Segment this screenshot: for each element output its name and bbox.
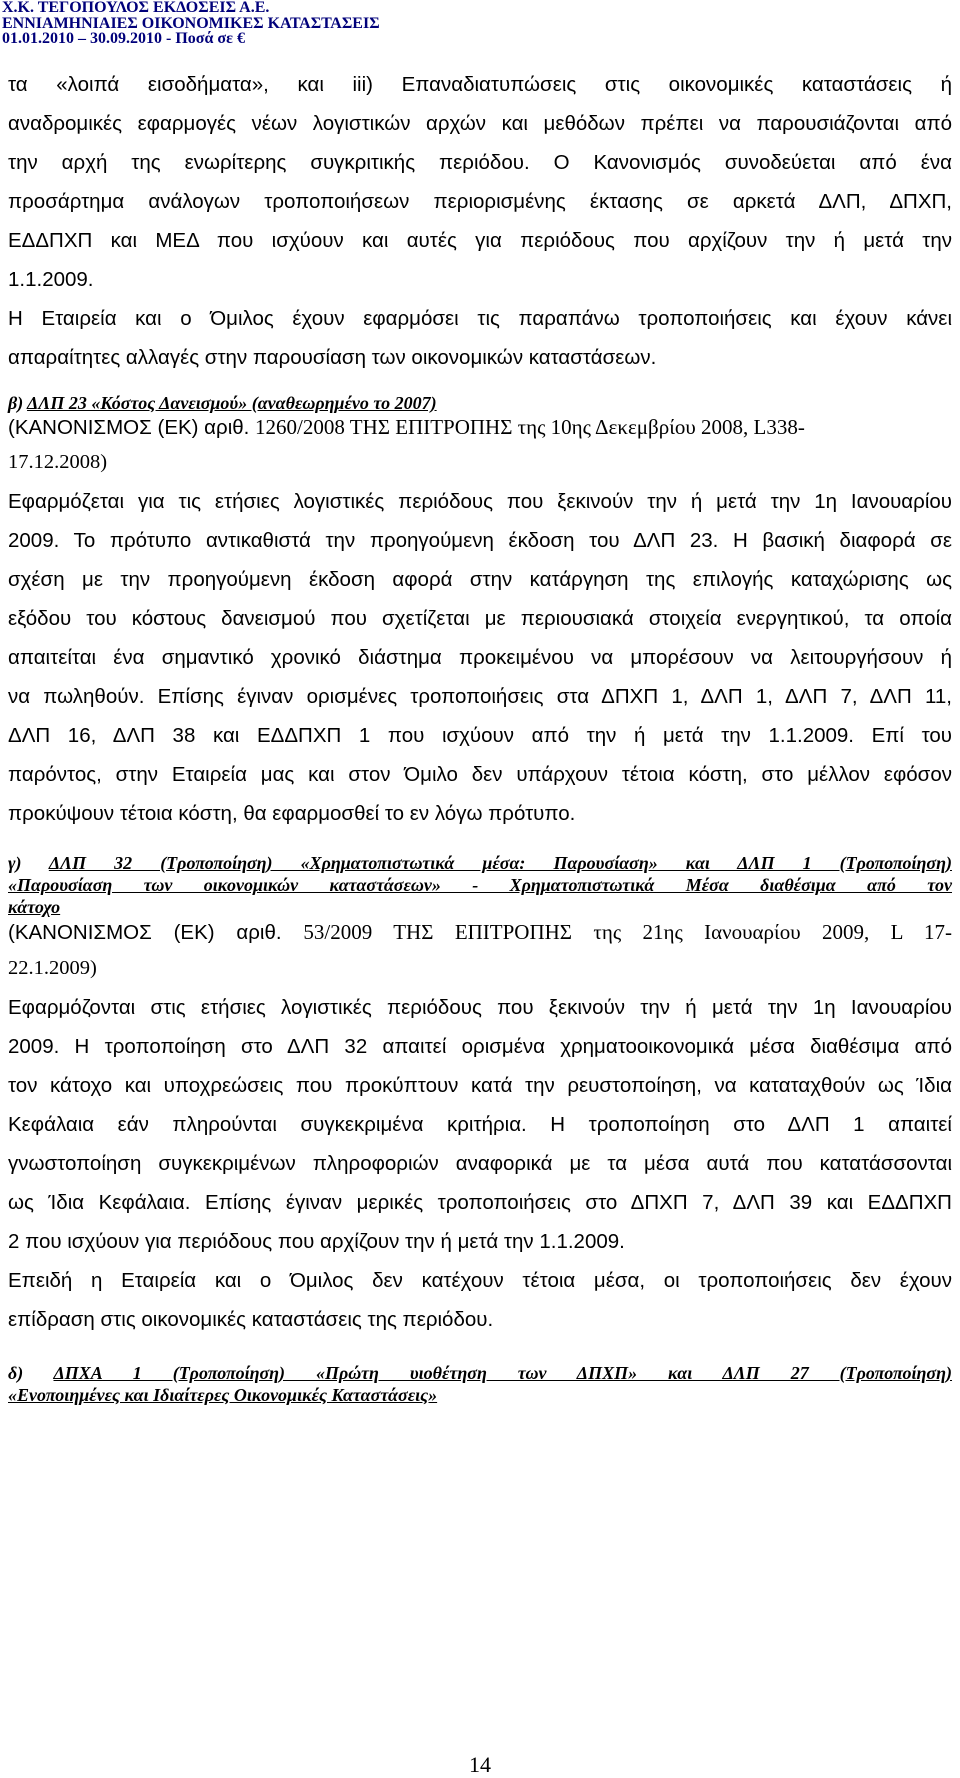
paragraph-line: την αρχή της ενωρίτερης συγκριτικής περιόδου. Ο Κανονισμός συνοδεύεται από ένα <box>8 151 952 174</box>
section-b-prefix: β) <box>8 393 28 413</box>
regulation-ref: 53/2009 ΤΗΣ ΕΠΙΤΡΟΠΗΣ της 21ης Ιανουαρίου 2009, L 17- <box>303 920 952 944</box>
paragraph-line: Κεφάλαια εάν πληρούνται συγκεκριμένα κριτήρια. Η τροποποίηση στο ΔΛΠ 1 απαιτεί <box>8 1113 952 1136</box>
page-number: 14 <box>469 1752 491 1777</box>
paragraph-line: 2009. Το πρότυπο αντικαθιστά την προηγούμενη έκδοση του ΔΛΠ 23. Η βασική διαφορά σε <box>8 529 952 552</box>
section-c-title-line3: κάτοχο <box>8 897 61 917</box>
paragraph-line: προκύψουν τέτοια κόστη, θα εφαρμοσθεί το εν λόγω πρότυπο. <box>8 802 576 825</box>
paragraph-line: ΔΛΠ 16, ΔΛΠ 38 και ΕΔΔΠΧΠ 1 που ισχύουν από την ή μετά την 1.1.2009. Επί του <box>8 724 952 747</box>
paragraph-line: αναδρομικές εφαρμογές νέων λογιστικών αρχών και μεθόδων πρέπει να παρουσιάζονται από <box>8 112 952 135</box>
section-d-heading-line2 <box>8 1384 952 1406</box>
paragraph-line: τον κάτοχο και υποχρεώσεις που προκύπτουν κατά την ρευστοποίηση, να καταταχθούν ως Ίδια <box>8 1074 952 1097</box>
regulation-ref: 1260/2008 ΤΗΣ ΕΠΙΤΡΟΠΗΣ της 10ης Δεκεμβρίου 2008, L338- <box>255 415 805 439</box>
paragraph-line: Εφαρμόζονται στις ετήσιες λογιστικές περιόδους που ξεκινούν την ή μετά την 1η Ιανουαρίου <box>8 996 952 1019</box>
regulation-label: (ΚΑΝΟΝΙΣΜΟΣ (ΕΚ) αριθ. <box>8 416 256 439</box>
paragraph-line: 2 που ισχύουν για περιόδους που αρχίζουν την ή μετά την 1.1.2009. <box>8 1230 625 1253</box>
paragraph-line: ως Ίδια Κεφάλαια. Επίσης έγιναν μερικές τροποποιήσεις στο ΔΠΧΠ 7, ΔΛΠ 39 και ΕΔΔΠΧΠ <box>8 1191 952 1214</box>
section-c-regulation-date: 22.1.2009) <box>8 957 97 979</box>
paragraph-line: Η Εταιρεία και ο Όμιλος έχουν εφαρμόσει τις παραπάνω τροποποιήσεις και έχουν κάνει <box>8 307 952 330</box>
paragraph-line: 1.1.2009. <box>8 268 94 291</box>
paragraph-line: Επειδή η Εταιρεία και ο Όμιλος δεν κατέχουν τέτοια μέσα, οι τροποποιήσεις δεν έχουν <box>8 1269 952 1292</box>
section-b-title: ΔΛΠ 23 «Κόστος Δανεισμού» (αναθεωρημένο το 2007) <box>27 393 437 413</box>
section-d-heading <box>8 1362 952 1384</box>
paragraph-line: απαραίτητες αλλαγές στην παρουσίαση των οικονομικών καταστάσεων. <box>8 346 657 369</box>
report-title: ΕΝΝΙΑΜΗΝΙΑΙΕΣ ΟΙΚΟΝΟΜΙΚΕΣ ΚΑΤΑΣΤΑΣΕΙΣ <box>2 14 380 32</box>
paragraph-line: εξόδου του κόστους δανεισμού που σχετίζεται με περιουσιακά στοιχεία ενεργητικού, τα οποία <box>8 607 952 630</box>
section-d-prefix: δ) <box>8 1363 54 1383</box>
paragraph-line: προσάρτημα ανάλογων τροποποιήσεων περιορισμένης έκτασης σε αρκετά ΔΛΠ, ΔΠΧΠ, <box>8 190 952 213</box>
paragraph-line: Εφαρμόζεται για τις ετήσιες λογιστικές περιόδους που ξεκινούν την ή μετά την 1η Ιανουαρίου <box>8 490 952 513</box>
document-header <box>2 0 380 47</box>
paragraph-line: τα «λοιπά εισοδήματα», και iii) Επαναδιατυπώσεις στις οικονομικές καταστάσεις ή <box>8 73 952 96</box>
section-c-heading-line3 <box>8 896 952 918</box>
paragraph-line: ΕΔΔΠΧΠ και ΜΕΔ που ισχύουν και αυτές για περιόδους που αρχίζουν την ή μετά την <box>8 229 952 252</box>
paragraph-line: γνωστοποίηση συγκεκριμένων πληροφοριών αναφορικά με τα μέσα αυτά που κατατάσσονται <box>8 1152 952 1175</box>
section-b-regulation-date: 17.12.2008) <box>8 451 108 473</box>
section-c-heading-line2 <box>8 874 952 896</box>
paragraph-line: απαιτείται ένα σημαντικό χρονικό διάστημα προκειμένου να μπορέσουν να λειτουργήσουν ή <box>8 646 952 669</box>
paragraph-line: να πωληθούν. Επίσης έγιναν ορισμένες τροποποιήσεις στα ΔΠΧΠ 1, ΔΛΠ 1, ΔΛΠ 7, ΔΛΠ 11, <box>8 685 952 708</box>
regulation-label: (ΚΑΝΟΝΙΣΜΟΣ (ΕΚ) αριθ. <box>8 921 304 944</box>
company-name: Χ.Κ. ΤΕΓΟΠΟΥΛΟΣ ΕΚΔΟΣΕΙΣ Α.Ε. <box>2 0 270 16</box>
paragraph-line: σχέση με την προηγούμενη έκδοση αφορά στην κατάργηση της επιλογής καταχώρισης ως <box>8 568 952 591</box>
paragraph-line: επίδραση στις οικονομικές καταστάσεις της περιόδου. <box>8 1308 494 1331</box>
section-d-title-line1: ΔΠΧΑ 1 (Τροποποίηση) «Πρώτη υιοθέτηση των ΔΠΧΠ» και ΔΛΠ 27 (Τροποποίηση) <box>53 1363 953 1383</box>
section-b-heading <box>8 392 952 414</box>
section-c-heading <box>8 852 952 874</box>
paragraph-line: 2009. Η τροποποίηση στο ΔΛΠ 32 απαιτεί ορισμένα χρηματοοικονομικά μέσα διαθέσιμα από <box>8 1035 952 1058</box>
section-d-title-line2: «Ενοποιημένες και Ιδιαίτερες Οικονομικές Καταστάσεις» <box>8 1385 438 1405</box>
paragraph-line: παρόντος, στην Εταιρεία μας και στον Όμιλο δεν υπάρχουν τέτοια κόστη, στο μέλλον εφόσον <box>8 763 952 786</box>
section-c-title-line2: «Παρουσίαση των οικονομικών καταστάσεων» - Χρηματοπιστωτικά Μέσα διαθέσιμα από τον <box>8 875 952 895</box>
report-period: 01.01.2010 – 30.09.2010 - Ποσά σε € <box>2 30 245 47</box>
section-c-regulation <box>8 919 952 946</box>
section-b-regulation <box>8 414 952 441</box>
section-c-title-line1: ΔΛΠ 32 (Τροποποίηση) «Χρηματοπιστωτικά μέσα: Παρουσίαση» και ΔΛΠ 1 (Τροποποίηση) <box>48 853 952 873</box>
section-c-prefix: γ) <box>8 853 49 873</box>
